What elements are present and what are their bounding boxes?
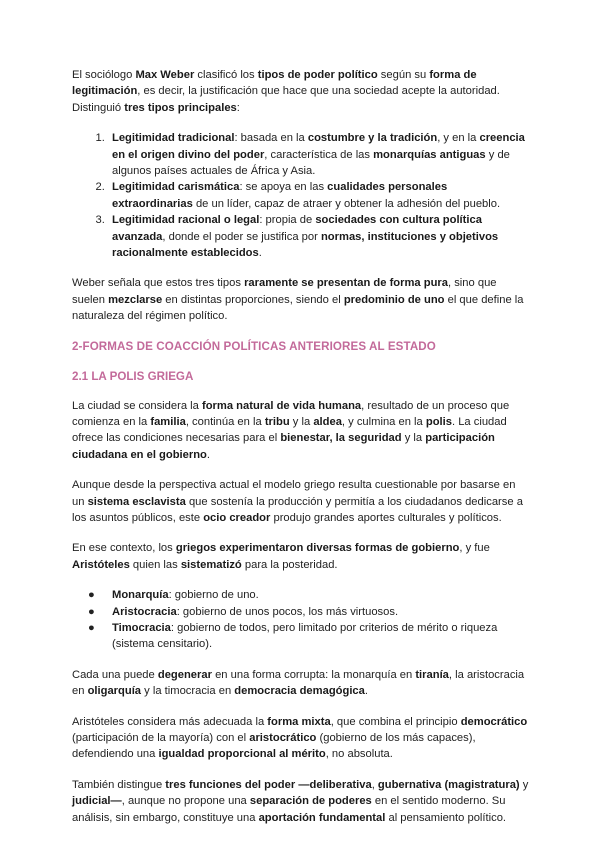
bold-term: judicial— [72,795,122,808]
bold-term: separación de poderes [249,795,372,808]
bold-term: Legitimidad carismática [112,181,240,194]
list-item-text: Monarquía: gobierno de uno. [112,589,259,602]
section-heading: 2-FORMAS DE COACCIÓN POLÍTICAS ANTERIORES AL ESTADO [72,339,436,353]
bold-term: Legitimidad racional o legal [112,214,260,227]
bullet-icon: ● [88,605,95,618]
bold-term: degenerar [157,668,212,681]
paragraph-slavery: Aunque desde la perspectiva actual el modelo griego resulta cuestionable por basarse en un sistema esclavista que sostenía la producción y permitía a los ciudadanos dedicarse a los asuntos públicos, este ocio creador produjo grandes aportes culturales y políticos. [72,479,523,524]
bold-term: griegos experimentaron diversas formas de gobierno [175,542,460,555]
subsection-heading: 2.1 LA POLIS GRIEGA [72,370,194,384]
bold-term: cualidades personales extraordinarias [112,181,448,210]
bold-term: Legitimidad tradicional [112,132,235,145]
bold-term: creencia en el origen divino del poder [112,132,525,161]
bold-term: tres tipos principales [124,101,237,114]
bold-term: forma de legitimación [72,69,477,98]
paragraph-weber-intro: El sociólogo Max Weber clasificó los tipos de poder político según su forma de legitimación, es decir, la justificación que hace que una sociedad acepte la autoridad. Distinguió tres tipos principales: [72,69,500,114]
list-item-charismatic: 2. Legitimidad carismática: se apoya en las cualidades personales extraordinarias de un líder, capaz de atraer y obtener la adhesión del pueblo. [108,179,530,212]
bold-term: Timocracia [112,621,171,634]
list-item-monarchy [88,587,530,603]
paragraph-polis: La ciudad se considera la forma natural de vida humana, resultado de un proceso que comienza en la familia, continúa en la tribu y la aldea, y culmina en la polis. La ciudad ofrece las condiciones necesarias para el bienestar, la seguridad y la participación ciudadana en el gobierno. [72,399,510,461]
bold-term: tres funciones del poder —deliberativa [165,778,372,791]
bullet-icon: ● [88,621,95,634]
bold-term: Monarquía [112,589,169,602]
bold-term: mezclarse [108,293,163,306]
bold-term: normas, instituciones y objetivos racionalmente establecidos [112,230,499,260]
bold-term: Aristóteles [72,558,130,571]
government-forms-list [72,587,530,653]
bold-term: familia [150,415,186,428]
bold-term: aldea [313,415,342,428]
list-item-traditional: 1. Legitimidad tradicional: basada en la costumbre y la tradición, y en la creencia en el origen divino del poder, característica de las monarquías antiguas y de algunos países actuales de África y Asia. [108,130,530,179]
bullet-icon: ● [88,589,95,602]
bold-term: bienestar, la seguridad [280,432,402,445]
bold-term: forma mixta [267,715,331,728]
list-item-timocracy [88,620,530,653]
list-item-text: Aristocracia: gobierno de unos pocos, los más virtuosos. [112,605,399,618]
bold-term: ocio creador [203,511,271,524]
bold-term: predominio de uno [343,293,445,306]
paragraph-mixed-form: Aristóteles considera más adecuada la forma mixta, que combina el principio democrático (participación de la mayoría) con el aristocrático (gobierno de los más capaces), defendiendo una igualdad proporcional al mérito, no absoluta. [72,715,528,761]
bold-term: monarquías antiguas [373,148,486,161]
bold-term: tribu [264,415,290,428]
bold-term: polis [425,415,452,428]
bold-term: sistema esclavista [87,495,186,508]
bold-term: tiranía [415,668,449,681]
bold-term: oligarquía [87,685,142,698]
legitimacy-types-list [72,130,530,261]
bold-term: democracia demagógica [234,685,365,698]
bold-term: sistematizó [180,558,242,571]
bold-term: sociedades con cultura política avanzada [112,214,482,243]
paragraph-powers: También distingue tres funciones del poder —deliberativa, gubernativa (magistratura) y judicial—, aunque no propone una separación de poderes en el sentido moderno. Su análisis, sin embargo, constituye una aportación fundamental al pensamiento político. [72,778,529,824]
bold-term: democrático [460,715,528,728]
bold-term: aristocrático [249,732,317,744]
bold-term: raramente se presentan de forma pura [244,277,448,290]
paragraph-aristotle-intro: En ese contexto, los griegos experimentaron diversas formas de gobierno, y fue Aristóteles quien las sistematizó para la posteridad. [72,542,490,571]
paragraph-degeneration: Cada una puede degenerar en una forma corrupta: la monarquía en tiranía, la aristocracia en oligarquía y la timocracia en democracia demagógica. [72,668,525,698]
bold-term: Aristocracia [112,605,177,618]
bold-term: forma natural de vida humana [201,399,362,412]
bold-term: tipos de poder político [257,69,378,81]
bold-term: gubernativa (magistratura) [377,778,520,791]
bold-term: Max Weber [135,69,195,81]
list-item-aristocracy [88,604,530,620]
paragraph-weber-mix: Weber señala que estos tres tipos raramente se presentan de forma pura, sino que suelen mezclarse en distintas proporciones, siendo el predominio de uno el que define la naturaleza del régimen político. [72,277,524,323]
list-item-rational-legal: 3. Legitimidad racional o legal: propia de sociedades con cultura política avanzada, donde el poder se justifica por normas, instituciones y objetivos racionalmente establecidos. [108,212,530,261]
bold-term: costumbre y la tradición [307,132,438,145]
list-item-text: Timocracia: gobierno de todos, pero limitado por criterios de mérito o riqueza (sistema censitario). [112,621,498,651]
bold-term: aportación fundamental [258,811,386,824]
bold-term: igualdad proporcional al mérito [158,748,326,761]
bold-term: participación ciudadana en el gobierno [72,432,495,461]
